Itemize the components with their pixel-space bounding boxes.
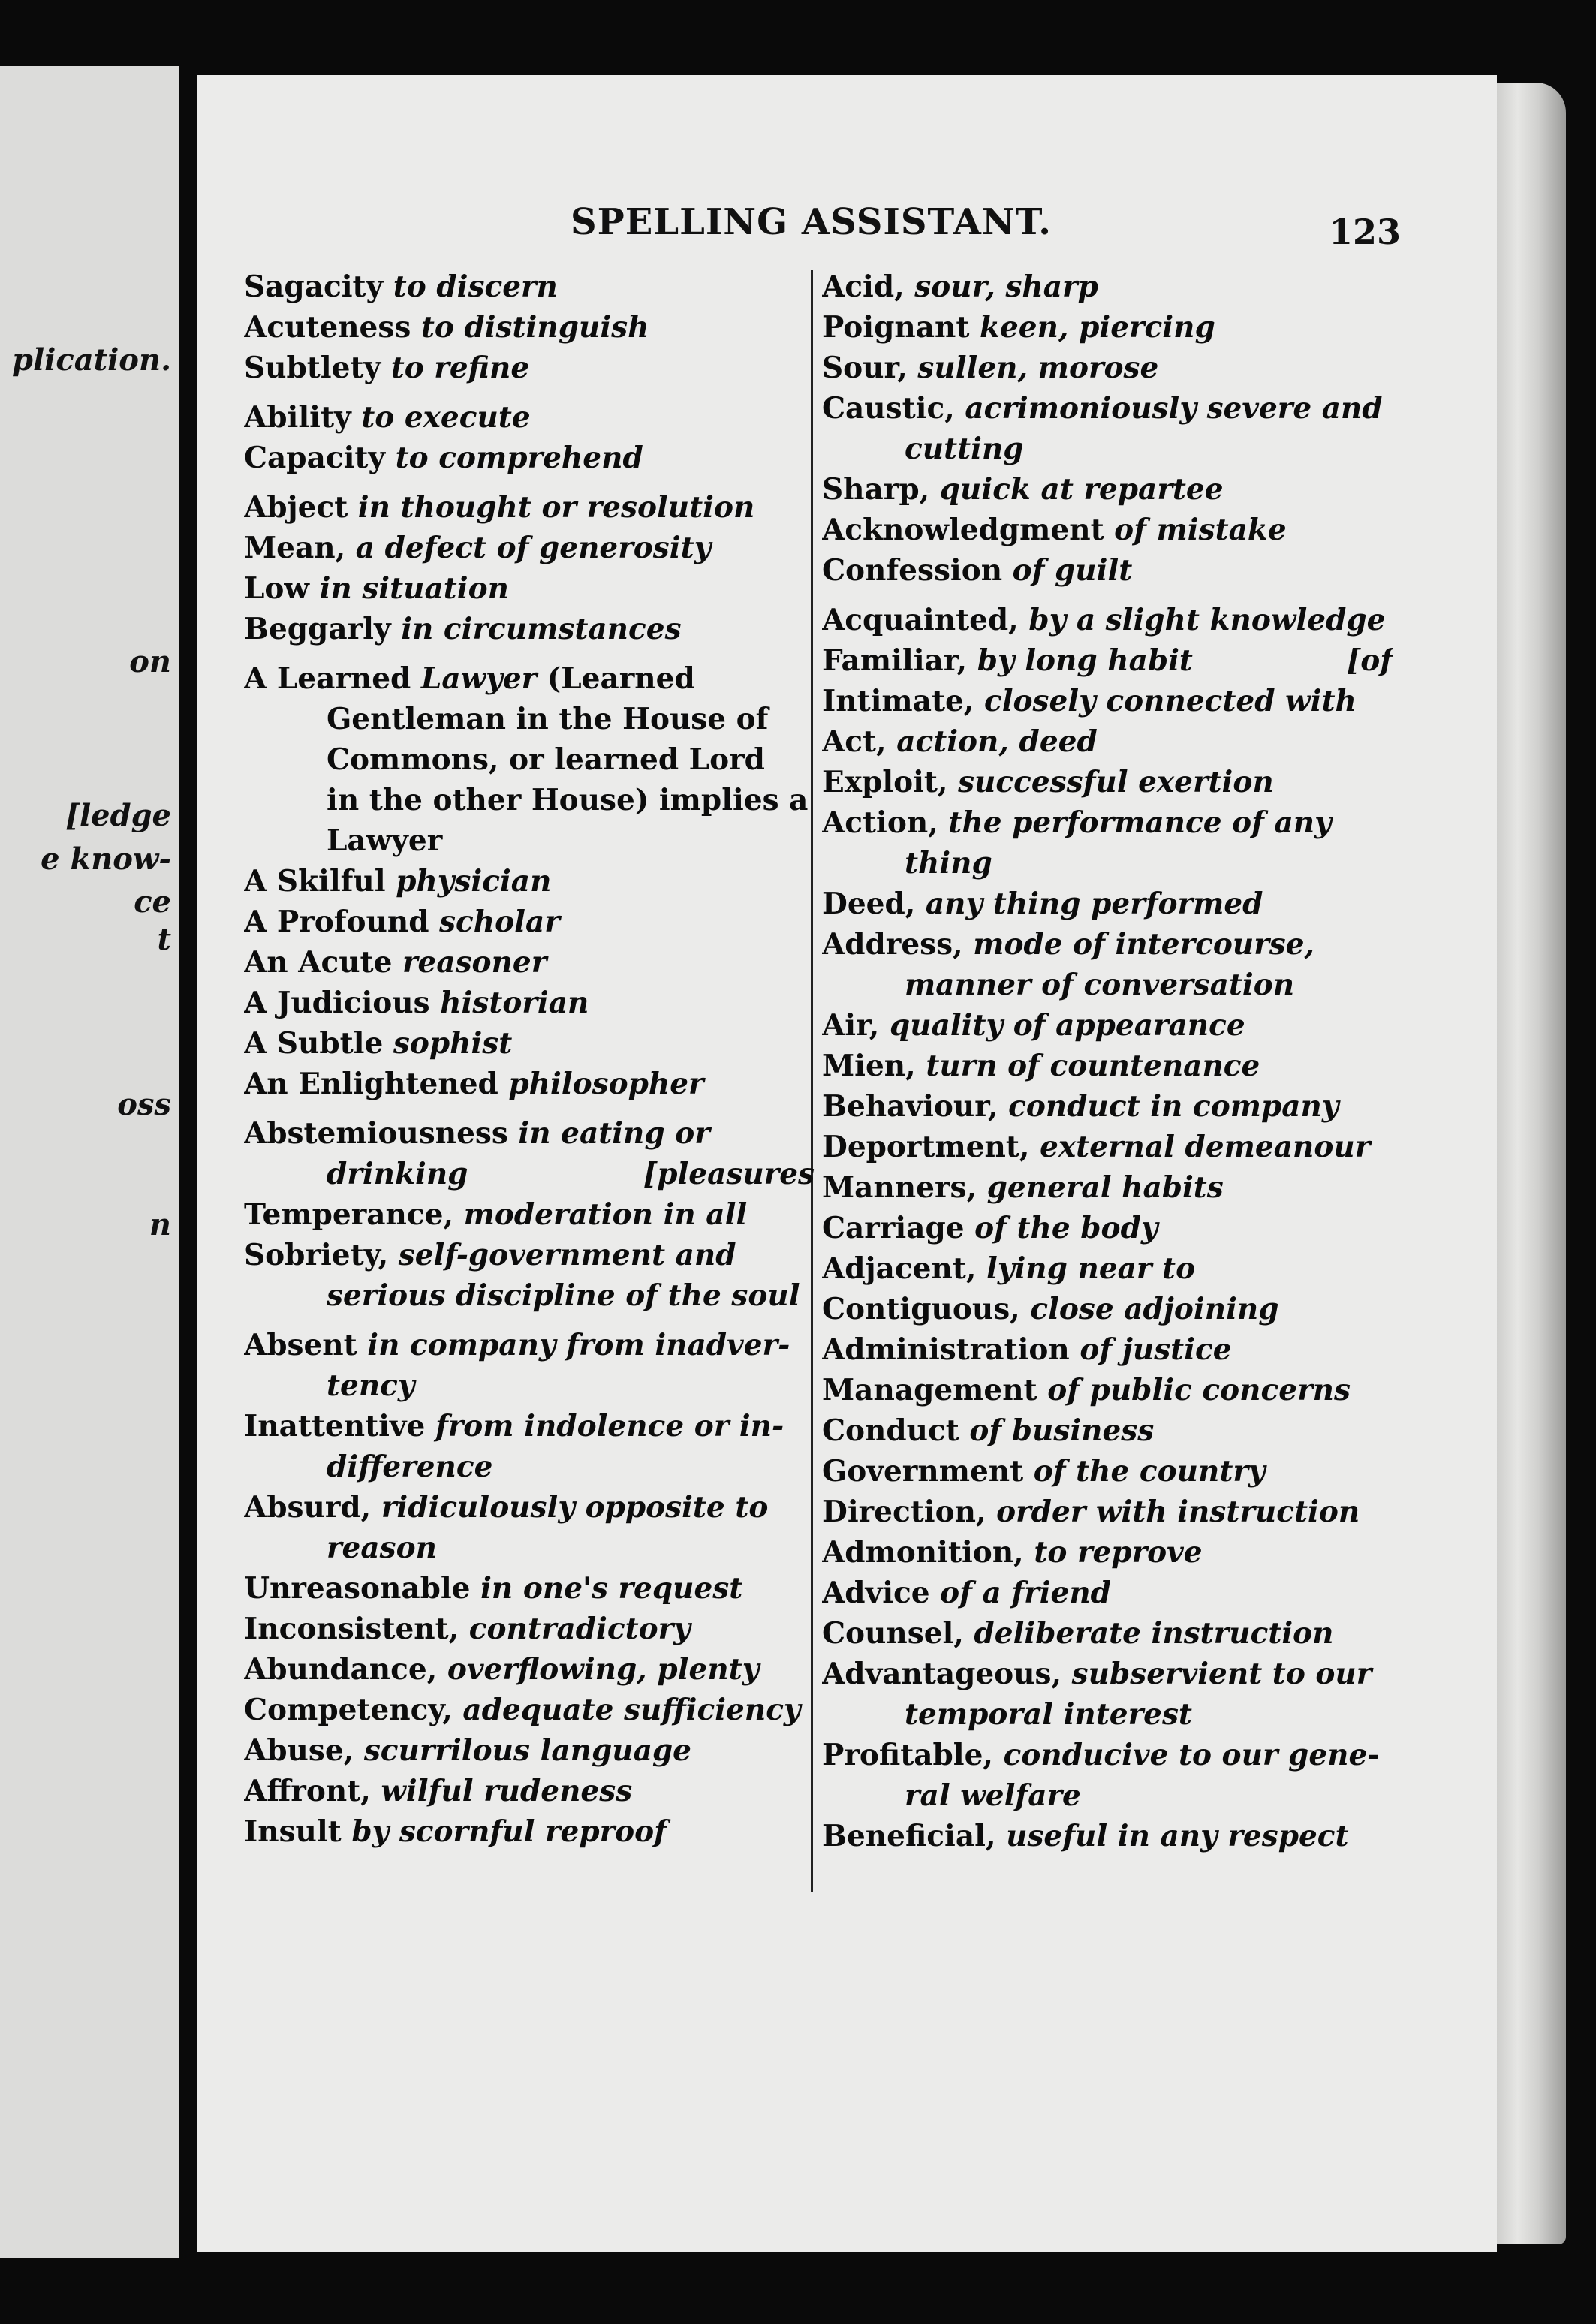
entry-line [822, 469, 1393, 510]
facing-page-text: on [129, 644, 171, 679]
entry-line [244, 1194, 815, 1235]
entry-definition: in company from inadver- [367, 1328, 790, 1362]
entry-term: Management [822, 1373, 1037, 1407]
entry-definition: close adjoining [1030, 1292, 1279, 1326]
entry-definition: quality of appearance [889, 1008, 1245, 1043]
entry-definition: thing [905, 846, 992, 881]
entry-definition: of the country [1033, 1454, 1266, 1489]
entry-line [244, 348, 815, 388]
entry-line [244, 1609, 815, 1649]
entry-definition: wilful rudeness [381, 1774, 633, 1808]
entry-definition: by long habit [977, 643, 1193, 678]
entry-definition: adequate sufficiency [462, 1693, 801, 1727]
entry-definition: conducive to our gene- [1003, 1738, 1380, 1772]
entry-term: Subtlety [244, 351, 381, 385]
entry-definition: in one's request [480, 1571, 743, 1606]
entry-term: Manners, [822, 1170, 977, 1205]
entry-term: Confession [822, 553, 1003, 588]
entry-line [822, 510, 1393, 550]
entry-line [822, 600, 1393, 640]
entry-definition: the performance of any [948, 805, 1332, 840]
entry-definition: of guilt [1012, 553, 1133, 588]
entry-line [822, 640, 1393, 681]
entry-term: Abject [244, 490, 348, 525]
entry-term: An Enlightened [244, 1067, 498, 1101]
entry-definition: from indolence or in- [435, 1409, 784, 1443]
entry-term: Commons, or learned Lord [327, 742, 765, 777]
entry-definition: closely connected with [983, 684, 1357, 718]
entry-term: Conduct [822, 1413, 959, 1448]
entry-term: Adjacent, [822, 1251, 977, 1286]
entry-definition: tency [327, 1368, 415, 1403]
entry-term: An Acute [244, 945, 393, 980]
entry-line [822, 965, 1393, 1005]
entry-line [822, 843, 1393, 884]
entry-line [822, 1410, 1393, 1451]
entry-line [822, 1532, 1393, 1573]
entry-definition: moderation in all [463, 1197, 748, 1232]
entry-definition: overflowing, plenty [447, 1652, 760, 1687]
entry-line [822, 884, 1393, 924]
entry-line [822, 1329, 1393, 1370]
entry-term: Air, [822, 1008, 880, 1043]
entry-term: A Skilful [244, 864, 386, 899]
facing-page-text: n [149, 1207, 171, 1242]
entry-continuation: [pleasures [643, 1157, 815, 1191]
entry-term: Poignant [822, 310, 970, 345]
entry-definition: serious discipline of the soul [327, 1278, 800, 1313]
entry-term: Beneficial, [822, 1819, 996, 1853]
entry-definition: to discern [393, 269, 558, 304]
entry-line [822, 1654, 1393, 1694]
entry-definition: sullen, morose [917, 351, 1159, 385]
entry-term: Familiar, [822, 643, 968, 678]
entry-definition: to comprehend [395, 441, 643, 475]
entry-definition: turn of countenance [926, 1049, 1260, 1083]
entry-definition: subservient to our [1071, 1657, 1372, 1691]
entry-definition: to execute [361, 400, 531, 435]
entry-term: Abundance, [244, 1652, 438, 1687]
entry-term: Profitable, [822, 1738, 994, 1772]
entry-line [822, 1046, 1393, 1086]
entry-line [822, 1167, 1393, 1208]
entry-line [822, 550, 1393, 591]
entry-line [244, 780, 815, 820]
entry-term: Exploit, [822, 765, 948, 799]
entry-definition: of public concerns [1047, 1373, 1351, 1407]
entry-definition: physician [396, 864, 552, 899]
entry-term: Insult [244, 1814, 342, 1849]
entry-definition: in circumstances [401, 612, 682, 646]
entry-line [244, 397, 815, 438]
entry-definition: difference [327, 1449, 493, 1484]
entry-line [822, 1694, 1393, 1735]
entry-definition: any thing performed [925, 887, 1263, 921]
entry-term: Low [244, 571, 310, 606]
entry-definition: sour, sharp [914, 269, 1098, 304]
entry-line [244, 1730, 815, 1771]
entry-definition: in eating or [518, 1116, 710, 1151]
entry-line [822, 681, 1393, 721]
entry-term: Sagacity [244, 269, 384, 304]
entry-line [822, 924, 1393, 965]
entry-term: Government [822, 1454, 1024, 1489]
entry-definition: in situation [319, 571, 509, 606]
entry-term: Acuteness [244, 310, 411, 345]
entry-term: Behaviour, [822, 1089, 998, 1124]
entry-definition: keen, piercing [979, 310, 1215, 345]
entry-term: Abuse, [244, 1733, 354, 1768]
entry-definition: sophist [393, 1026, 513, 1061]
entry-definition: ridiculously opposite to [381, 1490, 769, 1525]
entry-definition: in thought or resolution [357, 490, 755, 525]
entry-definition: self-government and [398, 1238, 736, 1272]
entry-definition: mode of intercourse, [973, 927, 1315, 962]
entry-line [822, 1451, 1393, 1492]
entry-line [822, 1492, 1393, 1532]
entry-definition: action, deed [896, 724, 1098, 759]
entry-line [244, 266, 815, 307]
entry-term: Gentleman in the House of [327, 702, 769, 736]
entry-definition: order with instruction [996, 1495, 1360, 1529]
entry-line [244, 1275, 815, 1316]
entry-definition: ral welfare [905, 1778, 1081, 1813]
entry-definition: philosopher [508, 1067, 704, 1101]
entry-definition: to refine [390, 351, 530, 385]
entry-definition: a defect of generosity [355, 531, 712, 565]
entry-line [244, 609, 815, 649]
entry-line [822, 348, 1393, 388]
entry-line [822, 1816, 1393, 1856]
entry-line [244, 1811, 815, 1852]
entry-definition: acrimoniously severe and [965, 391, 1383, 426]
entry-line [822, 1208, 1393, 1248]
entry-definition: Lawyer [420, 661, 538, 696]
entry-definition: of business [969, 1413, 1155, 1448]
entry-term: A Judicious [244, 986, 430, 1020]
entry-line [244, 1487, 815, 1528]
entry-definition: general habits [986, 1170, 1224, 1205]
page-edge [1497, 83, 1566, 2244]
entry-line [822, 1775, 1393, 1816]
entry-line [244, 1235, 815, 1275]
entry-definition: lying near to [986, 1251, 1196, 1286]
entry-line [822, 1735, 1393, 1775]
facing-page-text: [ledge [65, 798, 171, 833]
entry-term: Deed, [822, 887, 916, 921]
entry-line [822, 1370, 1393, 1410]
entry-line [244, 1325, 815, 1365]
entry-term: Acknowledgment [822, 513, 1104, 547]
running-head: SPELLING ASSISTANT. [571, 201, 1052, 243]
entry-line [244, 438, 815, 478]
entry-line [822, 1573, 1393, 1613]
entry-term: Absent [244, 1328, 357, 1362]
entry-term: Affront, [244, 1774, 371, 1808]
entry-definition: successful exertion [958, 765, 1274, 799]
facing-page-text: ce [134, 884, 171, 920]
entry-term: Intimate, [822, 684, 974, 718]
right-column [822, 266, 1393, 1856]
entry-term: Address, [822, 927, 963, 962]
entry-line [822, 388, 1393, 429]
entry-definition: of justice [1080, 1332, 1232, 1367]
entry-line [244, 1023, 815, 1064]
entry-definition: reason [327, 1531, 437, 1565]
entry-line [244, 1568, 815, 1609]
entry-line [244, 942, 815, 983]
entry-term: Caustic, [822, 391, 955, 426]
entry-line [822, 802, 1393, 843]
entry-term: Inattentive [244, 1409, 426, 1443]
entry-definition: by a slight knowledge [1028, 603, 1386, 637]
entry-term: Absurd, [244, 1490, 372, 1525]
entry-term: Counsel, [822, 1616, 964, 1651]
entry-term: A Subtle [244, 1026, 384, 1061]
entry-term: Direction, [822, 1495, 986, 1529]
entry-definition: of the body [974, 1211, 1158, 1245]
entry-term: Admonition, [822, 1535, 1024, 1570]
entry-line [244, 658, 815, 699]
entry-definition: by scornful reproof [351, 1814, 667, 1849]
entry-line [244, 528, 815, 568]
entry-term: Advice [822, 1576, 930, 1610]
entry-term: Unreasonable [244, 1571, 471, 1606]
entry-line [244, 1446, 815, 1487]
entry-continuation: [of [1346, 643, 1393, 678]
entry-term: Mien, [822, 1049, 916, 1083]
entry-definition: temporal interest [905, 1697, 1192, 1732]
entry-line [244, 307, 815, 348]
entry-term: Abstemiousness [244, 1116, 508, 1151]
entry-line [244, 699, 815, 739]
entry-definition: conduct in company [1008, 1089, 1339, 1124]
entry-definition: cutting [905, 432, 1024, 466]
entry-definition: contradictory [468, 1612, 691, 1646]
entry-term: Sour, [822, 351, 908, 385]
entry-line [822, 1127, 1393, 1167]
facing-page-text: t [157, 922, 171, 957]
entry-line [244, 739, 815, 780]
entry-line [244, 1649, 815, 1690]
entry-definition: useful in any respect [1006, 1819, 1349, 1853]
entry-line [244, 568, 815, 609]
entry-term: Mean, [244, 531, 346, 565]
entry-term: Beggarly [244, 612, 391, 646]
entry-line [822, 762, 1393, 802]
entry-term: Temperance, [244, 1197, 454, 1232]
entry-definition: of a friend [940, 1576, 1111, 1610]
entry-line [822, 266, 1393, 307]
entry-definition: historian [440, 986, 589, 1020]
entry-definition: of mistake [1114, 513, 1287, 547]
entry-definition: reasoner [402, 945, 547, 980]
entry-line [822, 1613, 1393, 1654]
facing-page-text: e know- [41, 841, 171, 877]
facing-page-fragment [0, 66, 179, 2258]
entry-definition: quick at repartee [939, 472, 1224, 507]
entry-term: Sharp, [822, 472, 930, 507]
entry-line [822, 1005, 1393, 1046]
entry-term: Ability [244, 400, 351, 435]
page-number: 123 [1329, 212, 1402, 252]
entry-term: Carriage [822, 1211, 965, 1245]
entry-term: Contiguous, [822, 1292, 1020, 1326]
entry-line [244, 1771, 815, 1811]
entry-line [244, 1064, 815, 1104]
entry-term: Administration [822, 1332, 1070, 1367]
entry-line [822, 721, 1393, 762]
entry-term: (Learned [547, 661, 695, 696]
entry-definition: scholar [439, 905, 560, 939]
entry-term: Advantageous, [822, 1657, 1062, 1691]
entry-definition: to distinguish [420, 310, 649, 345]
entry-line [822, 1086, 1393, 1127]
entry-term: Deportment, [822, 1130, 1030, 1164]
entry-term: Capacity [244, 441, 386, 475]
entry-line [244, 1528, 815, 1568]
facing-page-text: oss [117, 1087, 171, 1122]
entry-term: A Profound [244, 905, 429, 939]
entry-definition: manner of conversation [905, 968, 1295, 1002]
entry-line [244, 861, 815, 902]
entry-definition: to reprove [1034, 1535, 1203, 1570]
entry-line [244, 487, 815, 528]
entry-line [822, 307, 1393, 348]
left-column [244, 266, 815, 1852]
entry-line [244, 1690, 815, 1730]
entry-line [822, 429, 1393, 469]
entry-line [244, 983, 815, 1023]
entry-term: Sobriety, [244, 1238, 389, 1272]
entry-term: Action, [822, 805, 938, 840]
entry-term: Lawyer [327, 823, 443, 858]
entry-line [244, 1113, 815, 1154]
entry-line [244, 1154, 815, 1194]
entry-term: A Learned [244, 661, 411, 696]
entry-definition: external demeanour [1040, 1130, 1371, 1164]
entry-definition: drinking [327, 1157, 468, 1191]
entry-line [244, 820, 815, 861]
entry-term: Act, [822, 724, 887, 759]
entry-term: Acid, [822, 269, 905, 304]
entry-term: Acquainted, [822, 603, 1019, 637]
entry-line [244, 1406, 815, 1446]
entry-line [244, 1365, 815, 1406]
entry-term: in the other House) implies a [327, 783, 809, 817]
entry-term: Competency, [244, 1693, 453, 1727]
entry-definition: deliberate instruction [974, 1616, 1334, 1651]
entry-line [822, 1289, 1393, 1329]
entry-line [822, 1248, 1393, 1289]
entry-line [244, 902, 815, 942]
entry-term: Inconsistent, [244, 1612, 459, 1646]
entry-definition: scurrilous language [363, 1733, 691, 1768]
facing-page-text: plication. [12, 342, 171, 378]
